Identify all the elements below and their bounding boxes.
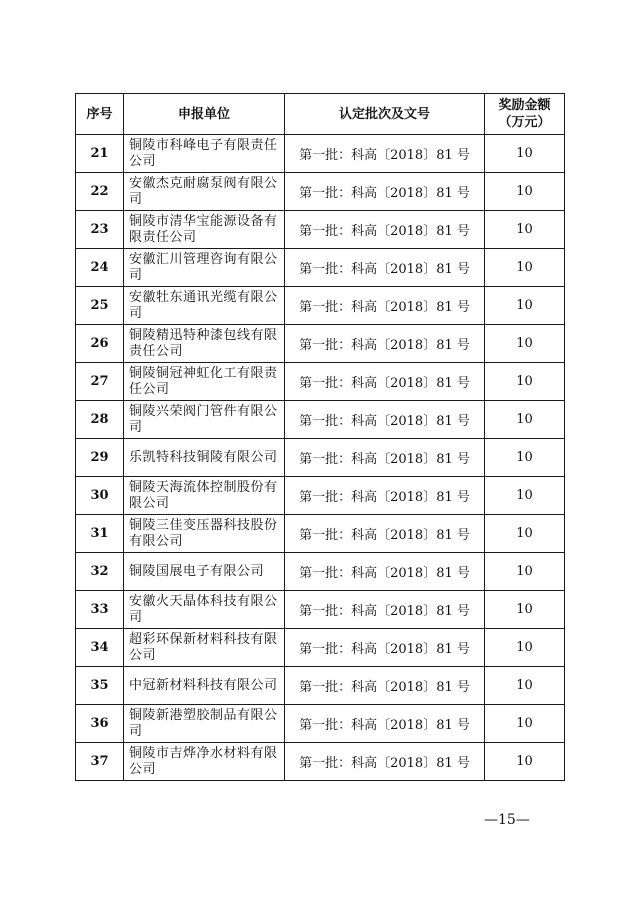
certification-doc: 第一批：科高〔2018〕81 号: [285, 401, 485, 439]
certification-doc: 第一批：科高〔2018〕81 号: [285, 173, 485, 211]
row-number: 36: [76, 705, 124, 743]
row-number: 29: [76, 439, 124, 477]
company-name: 安徽汇川管理咨询有限公司: [124, 249, 285, 287]
header-seq: 序号: [76, 94, 124, 135]
table-row: [76, 477, 565, 515]
company-name: 铜陵三佳变压器科技股份有限公司: [124, 515, 285, 553]
company-name: 铜陵市清华宝能源设备有限责任公司: [124, 211, 285, 249]
company-name: 超彩环保新材料科技有限公司: [124, 629, 285, 667]
table-header: [76, 94, 565, 135]
row-number: 37: [76, 743, 124, 781]
header-amount-line2: （万元）: [498, 115, 551, 130]
award-amount: 10: [485, 667, 565, 705]
table-row: [76, 629, 565, 667]
row-number: 32: [76, 553, 124, 591]
table-row: [76, 211, 565, 249]
company-name: 中冠新材料科技有限公司: [124, 667, 285, 705]
award-amount: 10: [485, 591, 565, 629]
award-amount: 10: [485, 287, 565, 325]
page-number: —15—: [484, 812, 530, 828]
row-number: 27: [76, 363, 124, 401]
table-row: [76, 439, 565, 477]
certification-doc: 第一批：科高〔2018〕81 号: [285, 553, 485, 591]
award-table: [75, 93, 565, 781]
company-name: 乐凯特科技铜陵有限公司: [124, 439, 285, 477]
award-amount: 10: [485, 211, 565, 249]
table-row: [76, 401, 565, 439]
row-number: 23: [76, 211, 124, 249]
award-amount: 10: [485, 477, 565, 515]
table-row: [76, 743, 565, 781]
certification-doc: 第一批：科高〔2018〕81 号: [285, 591, 485, 629]
header-company: 申报单位: [124, 94, 285, 135]
award-amount: 10: [485, 439, 565, 477]
certification-doc: 第一批：科高〔2018〕81 号: [285, 211, 485, 249]
company-name: 安徽火天晶体科技有限公司: [124, 591, 285, 629]
company-name: 铜陵兴荣阀门管件有限公司: [124, 401, 285, 439]
table-row: [76, 135, 565, 173]
award-amount: 10: [485, 173, 565, 211]
certification-doc: 第一批：科高〔2018〕81 号: [285, 667, 485, 705]
row-number: 30: [76, 477, 124, 515]
table-row: [76, 173, 565, 211]
row-number: 25: [76, 287, 124, 325]
company-name: 铜陵新港塑胶制品有限公司: [124, 705, 285, 743]
certification-doc: 第一批：科高〔2018〕81 号: [285, 477, 485, 515]
company-name: 铜陵市吉烨净水材料有限公司: [124, 743, 285, 781]
row-number: 34: [76, 629, 124, 667]
certification-doc: 第一批：科高〔2018〕81 号: [285, 743, 485, 781]
table-row: [76, 325, 565, 363]
award-amount: 10: [485, 515, 565, 553]
company-name: 铜陵铜冠神虹化工有限责任公司: [124, 363, 285, 401]
certification-doc: 第一批：科高〔2018〕81 号: [285, 135, 485, 173]
header-amount: [485, 94, 565, 135]
company-name: 安徽牡东通讯光缆有限公司: [124, 287, 285, 325]
table-row: [76, 667, 565, 705]
table-row: [76, 553, 565, 591]
award-amount: 10: [485, 705, 565, 743]
award-amount: 10: [485, 249, 565, 287]
row-number: 26: [76, 325, 124, 363]
company-name: 铜陵精迅特种漆包线有限责任公司: [124, 325, 285, 363]
row-number: 24: [76, 249, 124, 287]
award-amount: 10: [485, 553, 565, 591]
table-row: [76, 515, 565, 553]
award-amount: 10: [485, 135, 565, 173]
company-name: 铜陵市科峰电子有限责任公司: [124, 135, 285, 173]
award-amount: 10: [485, 401, 565, 439]
table-row: [76, 705, 565, 743]
certification-doc: 第一批：科高〔2018〕81 号: [285, 363, 485, 401]
table-body: [76, 135, 565, 781]
row-number: 21: [76, 135, 124, 173]
row-number: 22: [76, 173, 124, 211]
certification-doc: 第一批：科高〔2018〕81 号: [285, 249, 485, 287]
table-row: [76, 363, 565, 401]
certification-doc: 第一批：科高〔2018〕81 号: [285, 515, 485, 553]
certification-doc: 第一批：科高〔2018〕81 号: [285, 287, 485, 325]
table-row: [76, 287, 565, 325]
row-number: 33: [76, 591, 124, 629]
company-name: 铜陵天海流体控制股份有限公司: [124, 477, 285, 515]
company-name: 铜陵国展电子有限公司: [124, 553, 285, 591]
row-number: 35: [76, 667, 124, 705]
certification-doc: 第一批：科高〔2018〕81 号: [285, 629, 485, 667]
certification-doc: 第一批：科高〔2018〕81 号: [285, 705, 485, 743]
table-row: [76, 591, 565, 629]
certification-doc: 第一批：科高〔2018〕81 号: [285, 439, 485, 477]
company-name: 安徽杰克耐腐泵阀有限公司: [124, 173, 285, 211]
header-certification: 认定批次及文号: [285, 94, 485, 135]
row-number: 28: [76, 401, 124, 439]
award-amount: 10: [485, 325, 565, 363]
certification-doc: 第一批：科高〔2018〕81 号: [285, 325, 485, 363]
award-amount: 10: [485, 743, 565, 781]
award-amount: 10: [485, 363, 565, 401]
award-amount: 10: [485, 629, 565, 667]
row-number: 31: [76, 515, 124, 553]
header-amount-line1: 奖励金额: [498, 98, 551, 113]
table-row: [76, 249, 565, 287]
header-row: [76, 94, 565, 135]
